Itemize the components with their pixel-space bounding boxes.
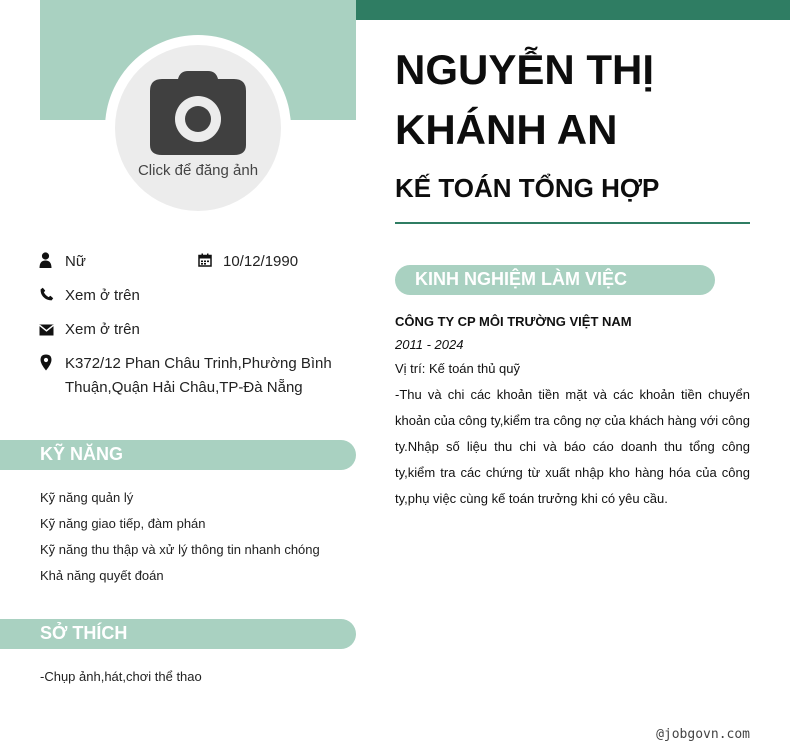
skills-heading-label: KỸ NĂNG bbox=[40, 444, 124, 464]
experience-heading-label: KINH NGHIỆM LÀM VIỆC bbox=[415, 269, 628, 289]
location-pin-icon bbox=[40, 354, 52, 371]
hobbies-heading bbox=[0, 619, 356, 649]
candidate-name: NGUYỄN THỊ KHÁNH AN bbox=[395, 46, 655, 153]
skills-heading bbox=[0, 440, 356, 470]
person-icon bbox=[39, 252, 52, 268]
skill-item: Khả năng quyết đoán bbox=[40, 568, 164, 583]
address-value: K372/12 Phan Châu Trinh,Phường Bình Thuận,Quận Hải Châu,TP-Đà Nẵng bbox=[65, 355, 332, 396]
hobbies-heading-label: SỞ THÍCH bbox=[40, 623, 128, 643]
header-divider bbox=[395, 222, 750, 224]
camera-icon bbox=[148, 69, 248, 157]
hobbies-text: -Chụp ảnh,hát,chơi thể thao bbox=[40, 669, 202, 684]
watermark: @jobgovn.com bbox=[656, 727, 750, 742]
work-description: -Thu và chi các khoản tiền mặt và các khoản tiền chuyển khoản của công ty,kiểm tra công nợ của khách hàng với công ty.Nhập số liệu thu chi và báo cáo doanh thu tổng công ty,kiểm tra các chứng từ xuất nhập kho hàng hóa của công ty,phụ việc cùng kế toán trưởng khi có yêu cầu. bbox=[395, 387, 750, 506]
phone-icon bbox=[40, 287, 54, 301]
experience-heading bbox=[395, 265, 715, 295]
envelope-icon bbox=[39, 324, 54, 336]
photo-upload[interactable] bbox=[115, 45, 281, 211]
photo-upload-label: Click để đăng ảnh bbox=[137, 162, 259, 179]
email-value: Xem ở trên bbox=[65, 321, 140, 338]
gender-value: Nữ bbox=[65, 253, 86, 270]
skill-item: Kỹ năng thu thập và xử lý thông tin nhanh chóng bbox=[40, 542, 320, 557]
company-name: CÔNG TY CP MÔI TRƯỜNG VIỆT NAM bbox=[395, 314, 632, 329]
phone-value: Xem ở trên bbox=[65, 287, 140, 304]
skill-item: Kỹ năng quản lý bbox=[40, 490, 134, 505]
work-period: 2011 - 2024 bbox=[395, 337, 464, 352]
calendar-icon bbox=[198, 253, 212, 267]
job-title: KẾ TOÁN TỔNG HỢP bbox=[395, 173, 660, 203]
skill-item: Kỹ năng giao tiếp, đàm phán bbox=[40, 516, 206, 531]
work-position: Vị trí: Kế toán thủ quỹ bbox=[395, 361, 521, 376]
top-accent-bar bbox=[356, 0, 790, 20]
birthdate-value: 10/12/1990 bbox=[223, 253, 299, 270]
